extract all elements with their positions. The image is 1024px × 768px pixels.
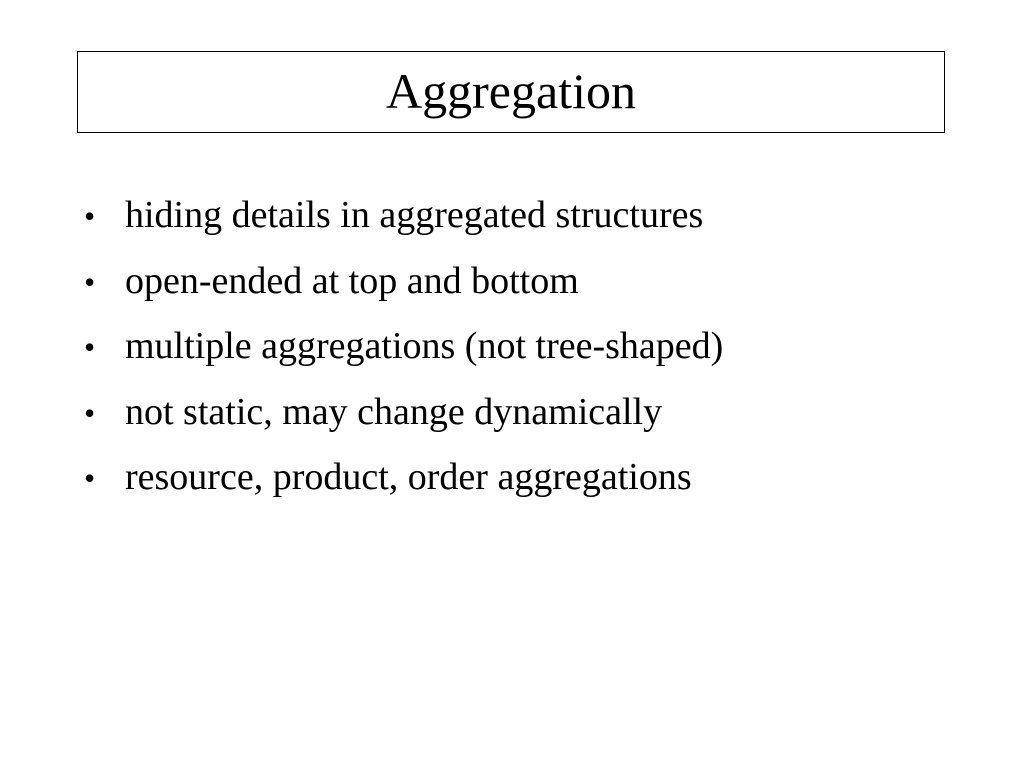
bullet-list xyxy=(84,183,723,511)
bullet-item xyxy=(84,183,723,249)
bullet-item xyxy=(84,445,723,511)
bullet-text: not static, may change dynamically xyxy=(125,390,663,433)
bullet-icon: • xyxy=(84,460,96,496)
bullet-text: multiple aggregations (not tree-shaped) xyxy=(125,325,724,367)
bullet-icon: • xyxy=(84,394,96,431)
bullet-icon: • xyxy=(84,329,96,365)
bullet-text: open-ended at top and bottom xyxy=(125,259,579,302)
bullet-item xyxy=(84,380,723,446)
title-box xyxy=(77,51,945,133)
bullet-text: hiding details in aggregated structures xyxy=(125,194,704,236)
bullet-text: resource, product, order aggregations xyxy=(125,456,692,498)
slide-title: Aggregation xyxy=(386,63,636,119)
bullet-icon: • xyxy=(84,198,96,234)
bullet-item xyxy=(84,314,723,380)
bullet-icon: • xyxy=(84,263,96,300)
bullet-item xyxy=(84,249,723,315)
